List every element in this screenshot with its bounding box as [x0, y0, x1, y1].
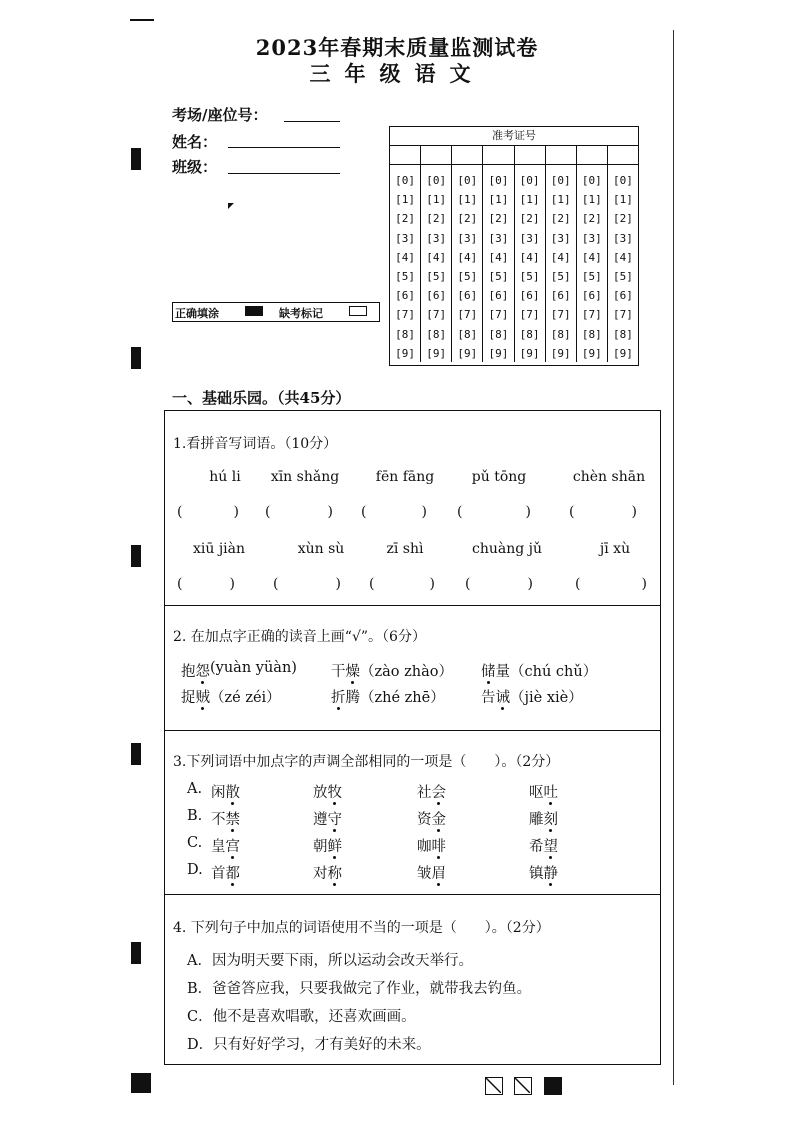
fill-legend	[172, 302, 380, 322]
digit-bubble[interactable]: [6]	[581, 289, 602, 303]
option-word: 社会	[417, 785, 446, 801]
reading-options[interactable]: (yuàn yüàn)	[210, 660, 297, 676]
answer-blank[interactable]	[273, 576, 341, 594]
name-label: 姓名：	[172, 133, 218, 151]
absent-mark-label: 缺考标记	[279, 307, 323, 320]
answer-blank[interactable]	[177, 504, 239, 522]
binding-line	[673, 30, 674, 1085]
digit-bubble[interactable]: [3]	[613, 231, 633, 245]
digit-bubble[interactable]: [0]	[581, 174, 602, 187]
reading-item[interactable]	[331, 660, 453, 681]
admission-digit-column[interactable]	[546, 165, 577, 362]
answer-blank[interactable]	[457, 504, 531, 522]
crossed-box-icon	[514, 1077, 532, 1095]
paren-close: )	[525, 504, 531, 520]
digit-bubble[interactable]: [1]	[519, 193, 540, 207]
paren-open: (	[575, 576, 581, 592]
corner-mark-icon	[228, 203, 234, 209]
digit-bubble[interactable]: [4]	[457, 250, 478, 264]
digit-bubble[interactable]: [4]	[550, 250, 571, 264]
digit-bubble[interactable]: [4]	[488, 250, 509, 264]
pinyin-prompt: xùn sù	[297, 541, 345, 557]
paren-close: )	[233, 504, 239, 520]
digit-bubble[interactable]: [8]	[457, 327, 478, 341]
question-4-prompt: 4. 下列句子中加点的词语使用不当的一项是（ ）。（2分）	[173, 920, 550, 936]
reading-options[interactable]: （zào zhào）	[360, 664, 453, 680]
digit-bubble[interactable]: [3]	[550, 231, 571, 245]
digit-bubble[interactable]: [9]	[395, 346, 415, 360]
admission-digit-column[interactable]	[608, 165, 638, 362]
paren-close: )	[421, 504, 427, 520]
option-word: 咖啡	[417, 839, 446, 855]
sentence-option[interactable]: A．因为明天要下雨，所以运动会改天举行。	[187, 953, 473, 969]
admission-digit-column[interactable]	[452, 165, 483, 362]
exam-subtitle: 三年级语文	[309, 61, 485, 86]
dotted-word: 捉贼	[181, 690, 210, 706]
digit-bubble[interactable]: [1]	[395, 193, 415, 207]
alignment-mark	[131, 545, 141, 567]
digit-bubble[interactable]: [1]	[457, 193, 478, 207]
reading-options[interactable]: （zhé zhē）	[360, 690, 445, 706]
dotted-word: 抱怨	[181, 664, 210, 680]
digit-bubble[interactable]: [6]	[395, 289, 415, 303]
paren-open: (	[177, 504, 183, 520]
digit-bubble[interactable]: [4]	[519, 250, 540, 264]
digit-bubble[interactable]: [5]	[519, 270, 540, 284]
reading-options[interactable]: （jiè xiè）	[510, 690, 583, 706]
exam-title: 2023年春期末质量监测试卷	[255, 35, 539, 60]
paren-open: (	[265, 504, 271, 520]
seat-label: 考场/座位号：	[172, 106, 268, 124]
option-letter[interactable]: C.	[187, 835, 203, 851]
correct-fill-sample	[245, 306, 263, 316]
digit-bubble[interactable]: [2]	[426, 212, 447, 226]
reading-item[interactable]	[481, 686, 583, 707]
digit-bubble[interactable]: [6]	[550, 289, 571, 303]
digit-bubble[interactable]: [8]	[550, 327, 571, 341]
option-letter[interactable]: D.	[187, 862, 203, 878]
sentence-option[interactable]: C．他不是喜欢唱歌，还喜欢画画。	[187, 1009, 416, 1025]
digit-bubble[interactable]: [9]	[457, 346, 478, 360]
digit-bubble[interactable]: [7]	[519, 308, 540, 322]
digit-bubble[interactable]: [5]	[395, 270, 415, 284]
digit-bubble[interactable]: [1]	[581, 193, 602, 207]
correct-fill-label: 正确填涂	[175, 307, 219, 320]
pinyin-prompt: jī xù	[599, 541, 631, 557]
sentence-option[interactable]: B．爸爸答应我，只要我做完了作业，就带我去钓鱼。	[187, 981, 532, 997]
digit-bubble[interactable]: [0]	[550, 174, 571, 187]
reading-item[interactable]	[181, 686, 281, 707]
name-field[interactable]	[228, 146, 340, 148]
digit-bubble[interactable]: [0]	[395, 174, 415, 187]
dotted-word: 干燥	[331, 664, 360, 680]
option-word: 皇宫	[211, 839, 240, 855]
paren-close: )	[527, 576, 533, 592]
reading-options[interactable]: （zé zéi）	[210, 690, 281, 706]
question-1-box	[164, 410, 661, 606]
digit-bubble[interactable]: [3]	[581, 231, 602, 245]
digit-bubble[interactable]: [5]	[457, 270, 478, 284]
paren-close: )	[327, 504, 333, 520]
reading-options[interactable]: （chú chǔ）	[510, 664, 598, 680]
alignment-mark	[131, 347, 141, 369]
answer-blank[interactable]	[569, 504, 637, 522]
pinyin-prompt: zī shì	[386, 541, 424, 557]
digit-bubble[interactable]: [8]	[519, 327, 540, 341]
digit-bubble[interactable]: [6]	[613, 289, 633, 303]
digit-bubble[interactable]: [4]	[613, 250, 633, 264]
digit-bubble[interactable]: [1]	[426, 193, 447, 207]
digit-bubble[interactable]: [8]	[581, 327, 602, 341]
admission-digit-column[interactable]	[483, 165, 514, 362]
digit-bubble[interactable]: [5]	[613, 270, 633, 284]
admission-write-cells[interactable]	[390, 146, 638, 165]
option-word: 朝鲜	[313, 839, 342, 855]
option-letter[interactable]: A.	[187, 781, 203, 797]
option-word: 不禁	[211, 812, 240, 828]
question-1-prompt: 1.看拼音写词语。（10分）	[173, 436, 338, 452]
digit-bubble[interactable]: [7]	[613, 308, 633, 322]
reading-item[interactable]	[481, 660, 597, 681]
digit-bubble[interactable]: [8]	[426, 327, 447, 341]
option-word: 首都	[211, 866, 240, 882]
digit-bubble[interactable]: [8]	[613, 327, 633, 341]
pinyin-prompt: hú li	[209, 469, 241, 485]
digit-bubble[interactable]: [5]	[488, 270, 509, 284]
option-word: 皱眉	[417, 866, 446, 882]
pinyin-prompt: fēn fāng	[375, 469, 435, 485]
paren-open: (	[569, 504, 575, 520]
pinyin-prompt: chuàng jǔ	[471, 541, 542, 557]
admission-label: 准考证号	[390, 127, 638, 146]
section-heading: 一、基础乐园。（共45分）	[172, 389, 351, 407]
filled-box-icon	[544, 1077, 562, 1095]
option-word: 资金	[417, 812, 446, 828]
admission-digit-column[interactable]	[577, 165, 608, 362]
admission-digit-column[interactable]	[421, 165, 452, 362]
digit-bubble[interactable]: [7]	[550, 308, 571, 322]
question-2-box	[164, 605, 661, 731]
digit-bubble[interactable]: [5]	[426, 270, 447, 284]
reading-item[interactable]	[181, 660, 297, 681]
answer-blank[interactable]	[575, 576, 647, 594]
paren-open: (	[369, 576, 375, 592]
digit-bubble[interactable]: [6]	[457, 289, 478, 303]
admission-digit-column[interactable]	[390, 165, 421, 362]
digit-bubble[interactable]: [1]	[613, 193, 633, 207]
paren-close: )	[335, 576, 341, 592]
admission-digit-column[interactable]	[515, 165, 546, 362]
digit-bubble[interactable]: [3]	[426, 231, 447, 245]
digit-bubble[interactable]: [9]	[519, 346, 540, 360]
digit-bubble[interactable]: [2]	[613, 212, 633, 226]
digit-bubble[interactable]: [3]	[395, 231, 415, 245]
dotted-word: 告诫	[481, 690, 510, 706]
alignment-mark	[131, 1073, 151, 1093]
digit-bubble[interactable]: [2]	[457, 212, 478, 226]
crossed-box-icon	[485, 1077, 503, 1095]
paren-open: (	[177, 576, 183, 592]
digit-bubble[interactable]: [2]	[581, 212, 602, 226]
class-field[interactable]	[228, 172, 340, 174]
digit-bubble[interactable]: [2]	[395, 212, 415, 226]
top-tick-mark	[130, 19, 154, 21]
digit-bubble[interactable]: [6]	[426, 289, 447, 303]
answer-blank[interactable]	[177, 576, 235, 594]
reading-item[interactable]	[331, 686, 445, 707]
question-3-prompt: 3.下列词语中加点字的声调全部相同的一项是（ ）。（2分）	[173, 754, 560, 770]
digit-bubble[interactable]: [2]	[488, 212, 509, 226]
paren-close: )	[631, 504, 637, 520]
dotted-word: 折腾	[331, 690, 360, 706]
digit-bubble[interactable]: [0]	[488, 174, 509, 187]
digit-bubble[interactable]: [0]	[613, 174, 633, 187]
digit-bubble[interactable]: [7]	[457, 308, 478, 322]
digit-bubble[interactable]: [5]	[550, 270, 571, 284]
answer-blank[interactable]	[265, 504, 333, 522]
paren-close: )	[229, 576, 235, 592]
pinyin-prompt: xiū jiàn	[192, 541, 246, 557]
option-word: 对称	[313, 866, 342, 882]
digit-bubble[interactable]: [8]	[395, 327, 415, 341]
option-letter[interactable]: B.	[187, 808, 203, 824]
digit-bubble[interactable]: [7]	[395, 308, 415, 322]
paren-open: (	[465, 576, 471, 592]
admission-bubble-columns[interactable]	[390, 165, 638, 362]
digit-bubble[interactable]: [7]	[488, 308, 509, 322]
digit-bubble[interactable]: [6]	[488, 289, 509, 303]
digit-bubble[interactable]: [3]	[457, 231, 478, 245]
alignment-mark	[131, 743, 141, 765]
digit-bubble[interactable]: [8]	[488, 327, 509, 341]
question-4-box	[164, 894, 661, 1065]
alignment-mark	[131, 942, 141, 964]
option-word: 呕吐	[529, 785, 558, 801]
paren-open: (	[273, 576, 279, 592]
digit-bubble[interactable]: [0]	[519, 174, 540, 187]
digit-bubble[interactable]: [9]	[581, 346, 602, 360]
admission-number-grid	[389, 126, 639, 366]
class-label: 班级：	[172, 158, 218, 176]
dotted-word: 储量	[481, 664, 510, 680]
option-word: 遵守	[313, 812, 342, 828]
digit-bubble[interactable]: [4]	[581, 250, 602, 264]
option-word: 希望	[529, 839, 558, 855]
answer-blank[interactable]	[369, 576, 435, 594]
alignment-mark	[131, 148, 141, 170]
pinyin-prompt: xīn shǎng	[270, 469, 340, 485]
pinyin-prompt: chèn shān	[572, 469, 646, 485]
digit-bubble[interactable]: [0]	[457, 174, 478, 187]
paren-close: )	[641, 576, 647, 592]
paren-close: )	[429, 576, 435, 592]
paren-open: (	[457, 504, 463, 520]
answer-blank[interactable]	[465, 576, 533, 594]
sentence-option[interactable]: D．只有好好学习，才有美好的未来。	[187, 1037, 431, 1053]
seat-field[interactable]	[284, 120, 340, 122]
absent-mark-box[interactable]	[349, 306, 367, 316]
digit-bubble[interactable]: [9]	[613, 346, 633, 360]
digit-bubble[interactable]: [1]	[550, 193, 571, 207]
option-word: 闲散	[211, 785, 240, 801]
digit-bubble[interactable]: [9]	[426, 346, 447, 360]
digit-bubble[interactable]: [7]	[426, 308, 447, 322]
digit-bubble[interactable]: [4]	[426, 250, 447, 264]
question-3-box	[164, 730, 661, 895]
digit-bubble[interactable]: [5]	[581, 270, 602, 284]
digit-bubble[interactable]: [0]	[426, 174, 447, 187]
option-word: 雕刻	[529, 812, 558, 828]
digit-bubble[interactable]: [6]	[519, 289, 540, 303]
digit-bubble[interactable]: [9]	[488, 346, 509, 360]
option-word: 镇静	[529, 866, 558, 882]
digit-bubble[interactable]: [7]	[581, 308, 602, 322]
question-2-prompt: 2. 在加点字正确的读音上画“√”。（6分）	[173, 629, 426, 645]
option-word: 放牧	[313, 785, 342, 801]
pinyin-prompt: pǔ tōng	[471, 469, 527, 485]
digit-bubble[interactable]: [2]	[519, 212, 540, 226]
answer-blank[interactable]	[361, 504, 427, 522]
digit-bubble[interactable]: [2]	[550, 212, 571, 226]
paren-open: (	[361, 504, 367, 520]
digit-bubble[interactable]: [9]	[550, 346, 571, 360]
digit-bubble[interactable]: [1]	[488, 193, 509, 207]
digit-bubble[interactable]: [3]	[519, 231, 540, 245]
digit-bubble[interactable]: [4]	[395, 250, 415, 264]
digit-bubble[interactable]: [3]	[488, 231, 509, 245]
